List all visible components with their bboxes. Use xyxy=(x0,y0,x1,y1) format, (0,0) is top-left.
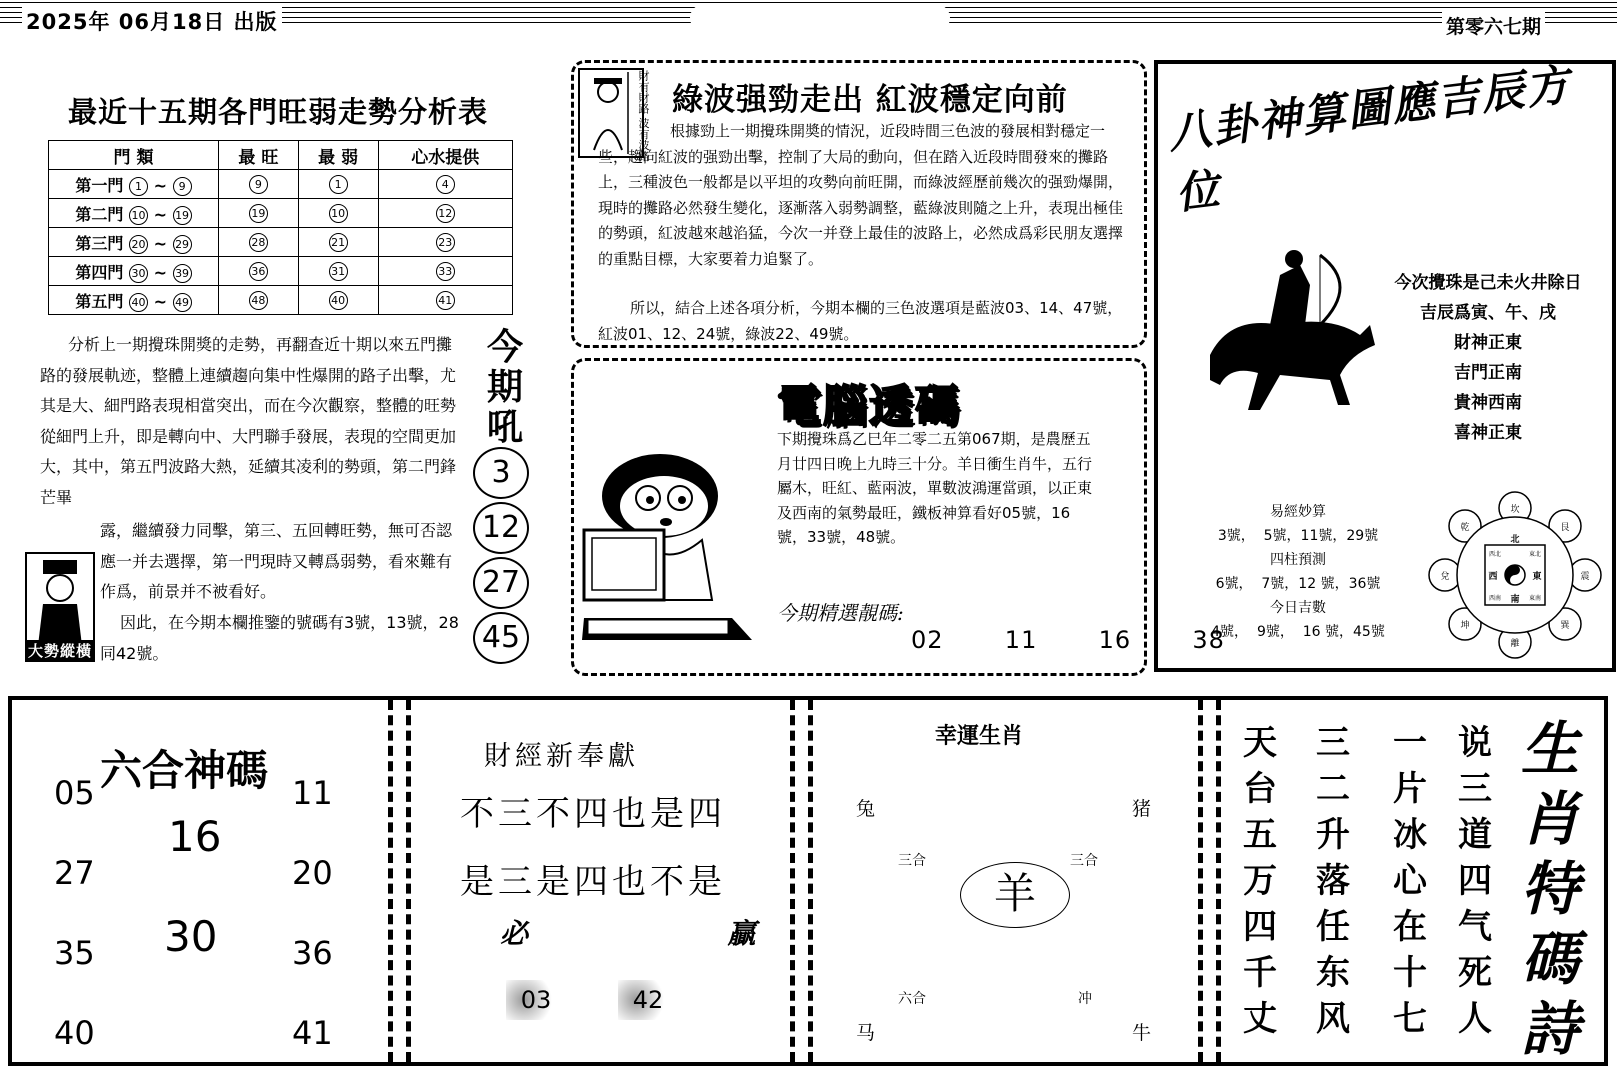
hot-number-1: 3 xyxy=(473,447,529,499)
caijing-title: 財經新奉獻 xyxy=(484,741,639,772)
liuhe-number: 35 xyxy=(54,934,95,972)
table-header-row xyxy=(49,141,513,170)
max-cell xyxy=(219,286,299,315)
door-cell xyxy=(49,170,219,199)
analysis-paragraph-2: 露，繼續發力同擊，第三、五回轉旺勢，無可否認應一并去選擇，第一門現時又轉爲弱勢，看來難有作爲，前景并不被看好。 xyxy=(100,521,453,601)
min-value: 40 xyxy=(329,291,348,310)
door-from: 40 xyxy=(129,293,148,312)
range-separator: ~ xyxy=(148,233,173,253)
pick-label: 今期精選靚碼: xyxy=(777,601,904,625)
tip-value: 12 xyxy=(436,204,455,223)
door-label: 第一門 xyxy=(75,175,124,195)
bagua-label: 艮 xyxy=(1560,523,1570,533)
liuhe-number: 11 xyxy=(292,774,333,812)
door-to: 19 xyxy=(173,206,192,225)
door-to: 49 xyxy=(173,293,192,312)
poem-line: 说三道四气死人 xyxy=(1458,723,1492,1039)
direction-line: 吉辰爲寅、午、戌 xyxy=(1420,303,1556,323)
door-cell xyxy=(49,257,219,286)
divider xyxy=(388,700,393,1062)
bagua-title: 八卦神算圖應吉辰方位 xyxy=(1165,60,1574,220)
liuhe-number: 27 xyxy=(54,854,95,892)
min-value: 10 xyxy=(329,204,348,223)
bagua-label: 巽 xyxy=(1560,621,1570,631)
max-value: 48 xyxy=(249,291,268,310)
divider xyxy=(790,700,795,1062)
direction-line: 吉門正南 xyxy=(1454,363,1522,383)
min-value: 31 xyxy=(329,262,348,281)
sanhe-label: 三合 xyxy=(898,853,926,869)
hot-number-3: 27 xyxy=(473,557,529,609)
liuhe-number: 40 xyxy=(54,1014,95,1052)
table-row xyxy=(49,257,513,286)
door-from: 1 xyxy=(129,177,148,196)
computer-code-title: 電腦透碼 xyxy=(777,381,961,432)
col-tip: 心水提供 xyxy=(378,141,513,170)
min-cell xyxy=(298,170,378,199)
liuhe-number: 05 xyxy=(54,774,95,812)
sanhe-label: 三合 xyxy=(1070,853,1098,869)
max-cell xyxy=(219,199,299,228)
jinri-numbers: 4號， 9號， 16 號，45號 xyxy=(1211,624,1385,640)
range-separator: ~ xyxy=(148,291,173,311)
poem-line: 三二升落任东风 xyxy=(1316,723,1350,1039)
chong-label: 冲 xyxy=(1078,991,1092,1007)
door-label: 第四門 xyxy=(75,262,124,282)
direction-line: 貴神西南 xyxy=(1454,393,1522,413)
tip-value: 41 xyxy=(436,291,455,310)
pick-numbers: 02 11 16 38 xyxy=(911,626,1225,654)
col-min: 最 弱 xyxy=(298,141,378,170)
issue-number: 第零六七期 xyxy=(1442,12,1545,39)
poem-column xyxy=(1313,720,1353,1042)
max-value: 19 xyxy=(249,204,268,223)
bagua-label: 離 xyxy=(1510,639,1520,649)
tip-value: 23 xyxy=(436,233,455,252)
max-value: 28 xyxy=(249,233,268,252)
zodiac-sheep: 羊 xyxy=(960,862,1070,928)
jin-qi-hou-label: 今期吼 xyxy=(486,327,523,448)
range-separator: ~ xyxy=(148,262,173,282)
bagua-label: 東 xyxy=(1532,572,1542,582)
divider xyxy=(406,700,411,1062)
bagua-label: 北 xyxy=(1510,535,1520,545)
liuhe-label: 六合 xyxy=(898,991,926,1007)
horse-archer-icon xyxy=(1190,245,1390,415)
stamp-caption: 大勢縱橫 xyxy=(28,642,93,660)
bagua-diagram xyxy=(1425,490,1605,660)
tip-value: 4 xyxy=(436,175,455,194)
girl-computer-icon xyxy=(582,450,757,650)
tip-cell xyxy=(378,199,513,228)
trend-table xyxy=(48,140,513,315)
min-cell xyxy=(298,286,378,315)
min-cell xyxy=(298,199,378,228)
max-cell xyxy=(219,228,299,257)
liuhe-number: 41 xyxy=(292,1014,333,1052)
range-separator: ~ xyxy=(148,204,173,224)
divider xyxy=(1216,700,1221,1062)
door-from: 10 xyxy=(129,206,148,225)
poem-line: 天台五万四千丈 xyxy=(1243,723,1277,1039)
bagua-label: 西北 xyxy=(1488,551,1502,558)
trend-table-title: 最近十五期各門旺弱走勢分析表 xyxy=(68,95,489,129)
wave-paragraph: 根據勁上一期攪珠開奬的情況，近段時間三色波的發展相對穩定一些，趨向紅波的强勁出擊，控制了大局的動向，但在踏入近段時間發來的攤路上，三種波色一般都是以平坦的攻勢向前旺開，而綠波經歷前幾次的强勁爆開，現時的攤路必然發生變化，逐漸落入弱勢調整，藍綠波則隨之上升，表現出極佳的勢頭，紅波越來越淊猛，今次一并登上最佳的波路上，必然成爲彩民朋友選擇的重點目標，大家要着力追緊了。 xyxy=(598,122,1124,268)
analysis-conclusion: 因此，在今期本欄推鑒的號碼有3號，13號，28同42號。 xyxy=(100,613,459,663)
bagua-label: 南 xyxy=(1510,595,1520,605)
door-label: 第三門 xyxy=(75,233,124,253)
max-value: 36 xyxy=(249,262,268,281)
door-from: 20 xyxy=(129,235,148,254)
tip-cell xyxy=(378,228,513,257)
door-label: 第二門 xyxy=(75,204,124,224)
poem-line: 一片冰心在十七 xyxy=(1393,723,1427,1039)
tip-value: 33 xyxy=(436,262,455,281)
publish-date: 2025年 06月18日 出版 xyxy=(22,6,282,36)
bagua-label: 西 xyxy=(1488,572,1498,582)
door-to: 9 xyxy=(173,177,192,196)
bagua-label: 乾 xyxy=(1460,523,1470,533)
liuhe-number: 30 xyxy=(164,912,218,961)
min-cell xyxy=(298,228,378,257)
max-cell xyxy=(219,257,299,286)
poem-column xyxy=(1455,720,1495,1042)
caijing-line-1: 不三不四也是四 xyxy=(460,794,726,834)
min-cell xyxy=(298,257,378,286)
range-separator: ~ xyxy=(148,175,173,195)
liuhe-number: 36 xyxy=(292,934,333,972)
lucky-zodiac-title: 幸運生肖 xyxy=(935,724,1024,749)
hot-number-2: 12 xyxy=(473,502,529,554)
header-logo-blank xyxy=(690,4,950,32)
min-value: 1 xyxy=(329,175,348,194)
zodiac-horse: 马 xyxy=(856,1022,876,1044)
door-cell xyxy=(49,199,219,228)
max-value: 9 xyxy=(249,175,268,194)
table-row xyxy=(49,228,513,257)
liuhe-number: 16 xyxy=(168,812,222,861)
door-label: 第五門 xyxy=(75,291,124,311)
stamp-caiyou-text: 財有財路 波有波路 xyxy=(637,70,650,162)
yijing-numbers: 3號， 5號，11號，29號 xyxy=(1217,528,1379,544)
zodiac-rabbit: 兔 xyxy=(856,798,876,820)
bagua-label: 東北 xyxy=(1528,551,1542,558)
liuhe-number: 20 xyxy=(292,854,333,892)
sizhu-numbers: 6號， 7號，12 號，36號 xyxy=(1215,576,1381,592)
tip-cell xyxy=(378,286,513,315)
poem-column xyxy=(1240,720,1280,1042)
zodiac-pig: 猪 xyxy=(1132,798,1152,820)
table-row xyxy=(49,199,513,228)
number-predictions xyxy=(1185,500,1411,644)
bagua-label: 坎 xyxy=(1510,505,1520,515)
analysis-paragraph: 分析上一期攪珠開獎的走勢，再翻查近十期以來五門攤路的發展軌迹，整體上連續趨向集中性爆開的路子出擊，尤其是大、細門路表現相當突出，而在今次觀察，整體的旺勢從細門上升，即是轉向中、大門聯手發展，表現的空間更加大，其中，第五門波路大熱，延續其凌利的勢頭，第二門鋒芒畢 xyxy=(40,335,457,507)
wave-conclusion: 所以，結合上述各項分析，今期本欄的三色波選項是藍波03、14、47號，紅波01、12、24號，綠波22、49號。 xyxy=(598,299,1123,343)
bagua-label: 兌 xyxy=(1440,572,1450,582)
door-to: 29 xyxy=(173,235,192,254)
zodiac-ox: 牛 xyxy=(1132,1022,1152,1044)
caijing-number-1: 03 xyxy=(506,980,566,1020)
max-cell xyxy=(219,170,299,199)
bagua-label: 震 xyxy=(1580,572,1590,582)
col-max: 最 旺 xyxy=(219,141,299,170)
table-row xyxy=(49,286,513,315)
liuhe-title: 六合神碼 xyxy=(100,746,269,795)
tip-cell xyxy=(378,170,513,199)
divider xyxy=(1198,700,1203,1062)
caijing-bi-ying: 必 贏 xyxy=(500,917,756,950)
jinri-label: 今日吉數 xyxy=(1270,600,1326,616)
direction-line: 今次攪珠是己未火井除日 xyxy=(1394,273,1582,293)
direction-line: 喜神正東 xyxy=(1454,423,1522,443)
door-from: 30 xyxy=(129,264,148,283)
zodiac-poem-title: 生肖特碼詩 xyxy=(1520,715,1579,1063)
door-to: 39 xyxy=(173,264,192,283)
table-row xyxy=(49,170,513,199)
computer-code-paragraph: 下期攪珠爲乙巳年二零二五第067期，是農歷五月廿四日晚上九時三十分。羊日衝生肖牛，五行屬木，旺紅、藍兩波，單數波鴻運當頭，以正東及西南的氣勢最旺，鐵板神算看好05號，16號，33號，48號。 xyxy=(777,430,1093,546)
poem-column xyxy=(1390,720,1430,1042)
direction-line: 財神正東 xyxy=(1454,333,1522,353)
sizhu-label: 四柱預測 xyxy=(1270,552,1326,568)
auspicious-directions xyxy=(1368,268,1608,448)
caijing-line-2: 是三是四也不是 xyxy=(460,862,726,902)
wave-title: 綠波强勁走出 紅波穩定向前 xyxy=(672,82,1068,118)
col-category: 門 類 xyxy=(49,141,219,170)
yijing-label: 易經妙算 xyxy=(1270,504,1326,520)
bagua-label: 坤 xyxy=(1460,621,1470,631)
bagua-label: 西南 xyxy=(1488,595,1502,602)
hot-number-4: 45 xyxy=(473,612,529,664)
door-cell xyxy=(49,286,219,315)
door-cell xyxy=(49,228,219,257)
bagua-label: 東南 xyxy=(1528,595,1542,602)
min-value: 21 xyxy=(329,233,348,252)
caijing-number-2: 42 xyxy=(618,980,678,1020)
divider xyxy=(808,700,813,1062)
tip-cell xyxy=(378,257,513,286)
